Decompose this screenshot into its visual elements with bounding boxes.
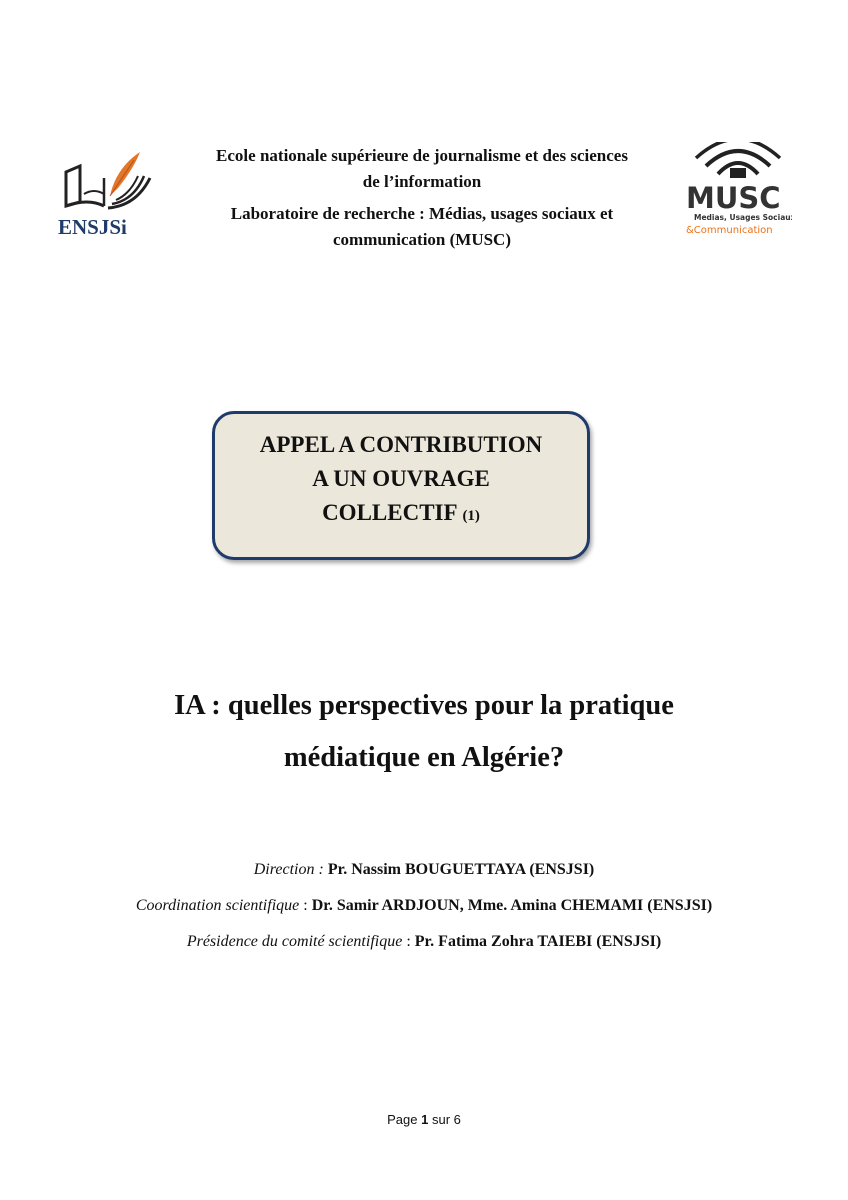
institution-header [172,143,672,253]
credit-direction-value: Pr. Nassim BOUGUETTAYA (ENSJSI) [327,861,595,878]
callbox-line1: APPEL A CONTRIBUTION [259,432,543,457]
credit-presidence [80,924,768,960]
svg-text:Medias, Usages Sociaux: Medias, Usages Sociaux [694,213,792,222]
svg-text:ENSJSi: ENSJSi [58,215,127,239]
document-title [100,680,748,784]
footer-prefix: Page [387,1112,418,1127]
lab-name-line2: communication (MUSC) [332,230,511,249]
credits-block [80,852,768,960]
credit-separator: : [299,897,312,914]
footer-page-number: 1 [421,1112,429,1127]
svg-text:&Communication: &Communication [686,225,773,236]
credit-coordination [80,888,768,924]
lab-name-line1: Laboratoire de recherche : Médias, usages sociaux et [230,204,614,223]
credit-presidence-value: Pr. Fatima Zohra TAIEBI (ENSJSI) [414,933,662,950]
footnote-marker: (1) [462,508,480,524]
callbox-collectif: COLLECTIF [322,500,457,525]
callbox-line3 [215,496,587,533]
book-quill-icon [58,148,158,240]
credit-coordination-value: Dr. Samir ARDJOUN, Mme. Amina CHEMAMI (ENSJSI) [311,897,713,914]
musc-logo [684,142,792,238]
callbox-line2: A UN OUVRAGE [312,466,490,491]
page-footer [0,1112,848,1127]
credit-presidence-label: Présidence du comité scientifique [186,933,403,950]
call-for-contribution-box [212,411,590,560]
title-line1: IA : quelles perspectives pour la pratique [174,690,674,721]
title-line2: médiatique en Algérie? [283,742,565,773]
credit-separator: : [402,933,415,950]
school-name-line2: de l’information [362,172,482,191]
signal-waves-icon [684,142,792,238]
school-name-line1: Ecole nationale supérieure de journalisme et des sciences [216,146,628,165]
footer-suffix: sur 6 [431,1112,461,1127]
credit-direction-label: Direction : [253,861,324,878]
ensjsi-logo [58,148,158,240]
credit-coordination-label: Coordination scientifique [135,897,300,914]
svg-text:MUSC: MUSC [686,181,781,215]
credit-direction [80,852,768,888]
